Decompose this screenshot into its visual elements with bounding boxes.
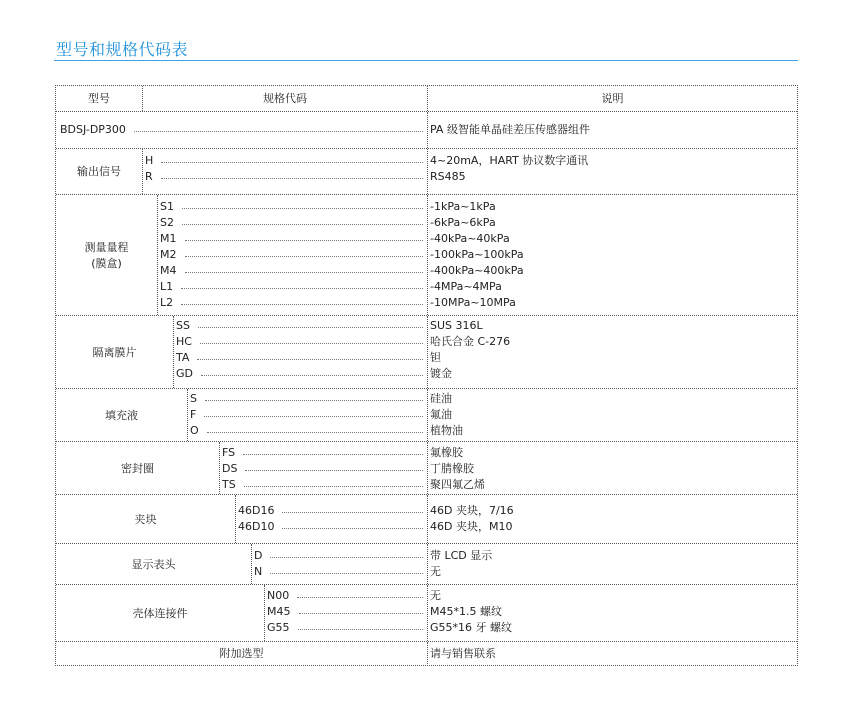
code-line xyxy=(222,477,427,493)
spec-code: R xyxy=(145,170,153,183)
code-line xyxy=(190,391,427,407)
page-title: 型号和规格代码表 xyxy=(56,40,189,59)
code-line xyxy=(267,620,427,636)
group-row xyxy=(56,389,797,442)
spec-code: M45 xyxy=(267,605,291,618)
dot-leader xyxy=(299,613,424,614)
column-divider xyxy=(427,195,428,315)
code-line xyxy=(176,318,427,334)
code-line xyxy=(267,588,427,604)
column-divider xyxy=(427,544,428,584)
column-divider xyxy=(427,585,428,641)
code-line xyxy=(190,423,427,439)
spec-desc: -10MPa~10MPa xyxy=(430,296,516,309)
dot-leader xyxy=(134,131,423,132)
group-separator xyxy=(142,149,143,194)
code-line xyxy=(176,334,427,350)
column-divider xyxy=(427,316,428,388)
spec-desc: 无 xyxy=(430,565,441,578)
spec-desc: 46D 夹块，7/16 xyxy=(430,504,514,517)
spec-code: 46D10 xyxy=(238,520,275,533)
group-row xyxy=(56,195,797,316)
dot-leader xyxy=(185,240,424,241)
code-line xyxy=(254,564,427,580)
group-label: 密封圈 xyxy=(121,462,154,475)
dot-leader xyxy=(282,512,423,513)
dot-leader xyxy=(197,359,423,360)
model-row xyxy=(56,112,797,149)
spec-code: M1 xyxy=(160,232,177,245)
dot-leader xyxy=(181,288,423,289)
dot-leader xyxy=(182,208,423,209)
dot-leader xyxy=(181,304,423,305)
spec-desc: 带 LCD 显示 xyxy=(430,549,493,562)
code-line xyxy=(222,445,427,461)
group-row xyxy=(56,316,797,389)
group-separator xyxy=(157,195,158,315)
spec-code: S2 xyxy=(160,216,174,229)
group-separator xyxy=(219,442,220,494)
spec-code-table xyxy=(55,85,798,666)
spec-code: L1 xyxy=(160,280,174,293)
spec-code: S xyxy=(190,392,197,405)
dot-leader xyxy=(200,343,423,344)
spec-code: N xyxy=(254,565,263,578)
spec-code: F xyxy=(190,408,197,421)
code-line xyxy=(254,548,427,564)
column-divider xyxy=(427,389,428,441)
dot-leader xyxy=(205,400,423,401)
spec-desc: -100kPa~100kPa xyxy=(430,248,524,261)
spec-code: M4 xyxy=(160,264,177,277)
dot-leader xyxy=(182,224,423,225)
code-line xyxy=(267,604,427,620)
spec-code: M2 xyxy=(160,248,177,261)
spec-desc: G55*16 牙 螺纹 xyxy=(430,621,513,634)
group-row xyxy=(56,544,797,585)
spec-code: TS xyxy=(222,478,236,491)
header-spec-code: 规格代码 xyxy=(263,92,307,105)
column-divider xyxy=(427,495,428,543)
code-line xyxy=(160,279,427,295)
dot-leader xyxy=(270,557,423,558)
spec-desc: -400kPa~400kPa xyxy=(430,264,524,277)
group-label: 夹块 xyxy=(134,513,157,526)
group-separator xyxy=(264,585,265,641)
code-line xyxy=(238,519,427,535)
title-rule xyxy=(54,60,798,61)
spec-desc: 硅油 xyxy=(430,392,452,405)
model-code: BDSJ-DP300 xyxy=(60,123,126,136)
group-row xyxy=(56,442,797,495)
dot-leader xyxy=(282,528,423,529)
dot-leader xyxy=(297,597,423,598)
dot-leader xyxy=(244,486,423,487)
spec-code: G55 xyxy=(267,621,290,634)
group-label: 壳体连接件 xyxy=(132,607,188,620)
header-note: 说明 xyxy=(601,92,624,105)
dot-leader xyxy=(185,256,424,257)
group-row xyxy=(56,149,797,195)
spec-code: SS xyxy=(176,319,190,332)
code-line xyxy=(145,169,427,185)
code-line xyxy=(176,350,427,366)
spec-desc: 哈氏合金 C-276 xyxy=(430,335,511,348)
spec-desc: -4MPa~4MPa xyxy=(430,280,502,293)
spec-code: N00 xyxy=(267,589,290,602)
spec-desc: RS485 xyxy=(430,170,466,183)
dot-leader xyxy=(270,573,423,574)
group-separator xyxy=(173,316,174,388)
dot-leader xyxy=(185,272,424,273)
spec-desc: -6kPa~6kPa xyxy=(430,216,496,229)
spec-desc: 氟橡胶 xyxy=(430,446,463,459)
dot-leader xyxy=(207,432,423,433)
header-model: 型号 xyxy=(88,92,110,105)
spec-desc: M45*1.5 螺纹 xyxy=(430,605,502,618)
column-divider xyxy=(427,442,428,494)
dot-leader xyxy=(161,162,423,163)
dot-leader xyxy=(201,375,423,376)
spec-desc: 46D 夹块，M10 xyxy=(430,520,513,533)
code-line xyxy=(145,153,427,169)
group-separator xyxy=(235,495,236,543)
code-line xyxy=(160,231,427,247)
spec-desc: -1kPa~1kPa xyxy=(430,200,496,213)
code-line xyxy=(160,295,427,311)
group-row xyxy=(56,495,797,544)
spec-desc: SUS 316L xyxy=(430,319,483,332)
code-line xyxy=(190,407,427,423)
spec-desc: 植物油 xyxy=(430,424,463,437)
spec-desc: 聚四氟乙烯 xyxy=(430,478,485,491)
group-label: 测量量程 (膜盒) xyxy=(84,241,129,270)
model-code-line xyxy=(60,122,427,138)
group-label: 填充液 xyxy=(105,409,138,422)
spec-code: L2 xyxy=(160,296,174,309)
spec-code: TA xyxy=(176,351,190,364)
dot-leader xyxy=(204,416,423,417)
spec-desc: 4~20mA，HART 协议数字通讯 xyxy=(430,154,589,167)
spec-desc: 钽 xyxy=(430,351,441,364)
spec-code: H xyxy=(145,154,154,167)
model-desc: PA 级智能单晶硅差压传感器组件 xyxy=(430,123,590,136)
dot-leader xyxy=(243,454,423,455)
spec-code: DS xyxy=(222,462,238,475)
spec-desc: 氟油 xyxy=(430,408,452,421)
extra-desc: 请与销售联系 xyxy=(430,647,496,660)
dot-leader xyxy=(245,470,423,471)
spec-desc: 无 xyxy=(430,589,441,602)
code-line xyxy=(176,366,427,382)
spec-code: O xyxy=(190,424,199,437)
spec-code: HC xyxy=(176,335,192,348)
spec-code: FS xyxy=(222,446,236,459)
group-label: 隔离膜片 xyxy=(92,346,137,359)
spec-desc: -40kPa~40kPa xyxy=(430,232,510,245)
extra-row xyxy=(56,642,797,666)
spec-desc: 丁腈橡胶 xyxy=(430,462,474,475)
code-line xyxy=(160,199,427,215)
code-line xyxy=(238,503,427,519)
dot-leader xyxy=(298,629,423,630)
dot-leader xyxy=(198,327,423,328)
code-line xyxy=(160,263,427,279)
code-line xyxy=(160,247,427,263)
column-divider xyxy=(427,149,428,194)
extra-label: 附加选型 xyxy=(219,647,264,660)
group-label: 输出信号 xyxy=(77,165,121,178)
code-line xyxy=(160,215,427,231)
spec-code: GD xyxy=(176,367,193,380)
spec-code: 46D16 xyxy=(238,504,275,517)
spec-desc: 镀金 xyxy=(430,367,452,380)
dot-leader xyxy=(161,178,423,179)
group-label: 显示表头 xyxy=(131,558,176,571)
code-line xyxy=(222,461,427,477)
header-row xyxy=(56,86,797,112)
group-separator xyxy=(187,389,188,441)
spec-code: S1 xyxy=(160,200,174,213)
group-row xyxy=(56,585,797,642)
group-separator xyxy=(251,544,252,584)
spec-code: D xyxy=(254,549,263,562)
